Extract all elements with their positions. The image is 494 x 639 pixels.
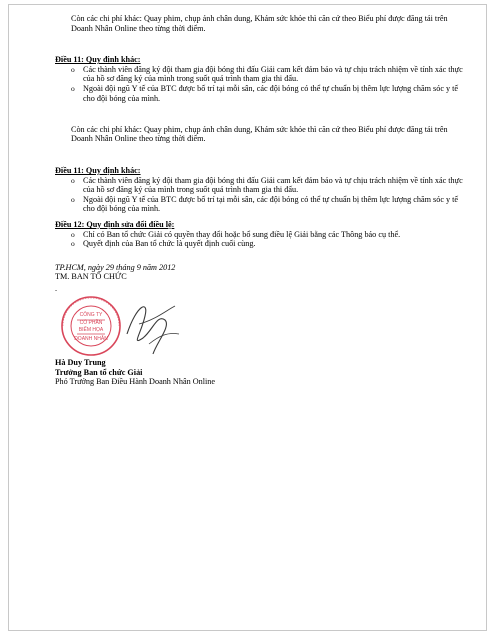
article-11-heading-1: Điều 11: Quy định khác: [55, 55, 141, 65]
list-item: o Quyết định của Ban tổ chức là quyết định cuối cùng. [55, 239, 470, 249]
svg-text:BIẾM HỌA: BIẾM HỌA [78, 326, 104, 333]
list-item: o Chỉ có Ban tổ chức Giải có quyền thay đổi hoặc bổ sung điều lệ Giải bằng các Thông báo cụ thể. [55, 230, 470, 240]
list-item: o Ngoài đội ngũ Y tế của BTC được bố trí tại mỗi sân, các đội bóng có thể tự chuẩn bị thêm lực lượng chăm sóc y tế cho đội bóng của mình. [55, 84, 470, 103]
signer-subtitle: Phó Trưởng Ban Điều Hành Doanh Nhân Online [55, 377, 215, 387]
signer-name: Hà Duy Trung [55, 357, 106, 367]
fees-paragraph-2: Còn các chi phí khác: Quay phim, chụp ảnh chân dung, Khám sức khỏe thì căn cứ theo Biểu phí được đăng tải trên Doanh Nhân Online theo từng thời điểm. [71, 124, 448, 144]
signer-title: Trưởng Ban tổ chức Giải [55, 367, 143, 377]
svg-text:CỔ PHẦN: CỔ PHẦN [79, 319, 103, 326]
list-item: o Ngoài đội ngũ Y tế của BTC được bố trí tại mỗi sân, các đội bóng có thể tự chuẩn bị thêm lực lượng chăm sóc y tế cho đội bóng của mình. [55, 195, 470, 214]
signing-date: TP.HCM, ngày 29 tháng 9 năm 2012 [55, 262, 176, 272]
article-11-list-1 [55, 65, 470, 103]
article-11-heading-2: Điều 11: Quy định khác: [55, 165, 141, 175]
organizer-label: TM. BAN TỔ CHỨC [55, 272, 127, 282]
dot-mark: . [55, 283, 58, 293]
document-body [55, 14, 470, 387]
company-seal-icon [57, 294, 207, 358]
list-item: o Các thành viên đăng ký đội tham gia đội bóng thi đấu Giải cam kết đảm bảo và tự chịu trách nhiệm về tính xác thực của hồ sơ đăng ký của mình trong suốt quá trình tham gia thi đấu. [55, 65, 470, 84]
fees-paragraph-1: Còn các chi phí khác: Quay phim, chụp ảnh chân dung, Khám sức khỏe thì căn cứ theo Biểu phí được đăng tải trên Doanh Nhân Online theo từng thời điểm. [71, 14, 448, 33]
list-item: o Các thành viên đăng ký đội tham gia đội bóng thi đấu Giải cam kết đảm bảo và tự chịu trách nhiệm về tính xác thực của hồ sơ đăng ký của mình trong suốt quá trình tham gia thi đấu. [55, 176, 470, 195]
article-12-list [55, 230, 470, 249]
article-11-list-2 [55, 176, 470, 214]
seal-area [55, 292, 470, 358]
article-12-heading: Điều 12: Quy định sửa đổi điều lệ: [55, 219, 175, 229]
svg-text:CÔNG TY: CÔNG TY [79, 311, 103, 318]
svg-text:DOANH NHÂN: DOANH NHÂN [74, 335, 108, 342]
